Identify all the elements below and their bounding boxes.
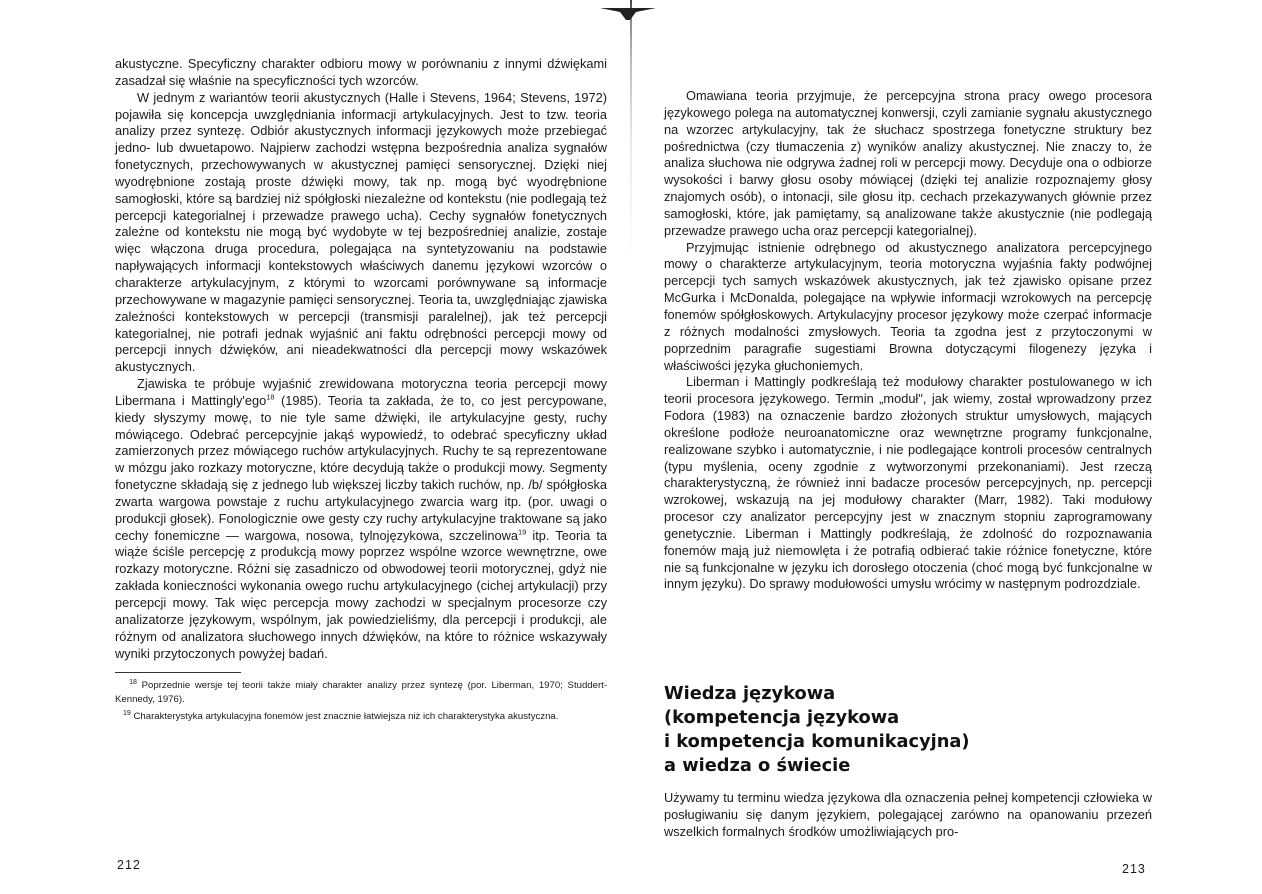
heading-line: Wiedza językowa <box>664 683 836 704</box>
heading-line: a wiedza o świecie <box>664 755 851 776</box>
footnote-ref: 18 <box>266 392 275 402</box>
paragraph: Liberman i Mattingly podkreślają też modułowy charakter postulowanego w ich teorii procesora językowego. Termin „moduł", jak wiemy, został wprowadzony przez Fodora (1983) na oznaczenie bardzo złożonych struktur umysłowych, mających określone podłoże neuroanatomiczne oraz wewnętrzne programy funkcjonalne, realizowane szybko i automatycznie, i nie podlegające kontroli procesów centralnych (typu myślenia, oceny zgodnie z wytworzonymi przekonaniami). Jest rzeczą charakterystyczną, że również inni badacze procesów percepcyjnych, np. percepcji wzrokowej, wskazują na jej modułowy charakter (Marr, 1982). Taki modułowy procesor czy analizator percepcyjny jest w znacznym stopniu zaprogramowany genetycznie. Liberman i Mattingly podkreślają, że zdolność do rozpoznawania fonemów mają już niemowlęta i że potrafią odbierać takie różnice fonetyczne, które nie są funkcjonalne w języku ich dorosłego otoczenia (choć mogą być funkcjonalne w innym języku). Do sprawy modułowości umysłu wrócimy w następnym podrozdziale. <box>664 374 1152 592</box>
heading-line: (kompetencja językowa <box>664 707 900 728</box>
paragraph: Omawiana teoria przyjmuje, że percepcyjna strona pracy owego procesora językowego polega na automatycznej konwersji, czyli zamianie sygnału akustycznego na wzorzec artykulacyjny, tak że słuchacz spostrzega fonetyczne struktury bez pośrednictwa (czy tłumaczenia z) wyników analizy akustycznej. Nie znaczy to, że analiza słuchowa nie odgrywa żadnej roli w percepcji mowy. Decyduje ona o odbiorze wysokości i barwy głosu osoby mówiącej (dzięki tej analizie rozpoznajemy głosy znajomych osób), o intonacji, sile głosu itp. cechach przekazywanych głównie przez samogłoski, które, jak pamiętamy, są analizowane także akustycznie (nie podlegają przewadze prawego ucha oraz percepcji kategorialnej). <box>664 88 1152 238</box>
paragraph: Używamy tu terminu wiedza językowa dla oznaczenia pełnej kompetencji człowieka w posługiwaniu się danym językiem, polegającej zarówno na opanowaniu przezeń wszelkich formalnych środków umożliwiających pro- <box>664 790 1152 839</box>
paragraph: W jednym z wariantów teorii akustycznych (Halle i Stevens, 1964; Stevens, 1972) pojawiła się koncepcja uwzględniania informacji artykulacyjnych. Jest to tzw. teoria analizy przez syntezę. Odbiór akustycznych informacji językowych może przebiegać jedno- lub dwuetapowo. Najpierw zachodzi wstępna bezpośrednia analiza sygnałów fonetycznych, przechowywanych w akustycznej pamięci sensorycznej. Dzięki niej wyodrębnione zostają proste dźwięki mowy, tak np. mogą być wyodrębnione samogłoski, które są bardziej niż spółgłoski niezależne od kontekstu (nie podlegają też percepcji kategorialnej i przewadze prawego ucha). Cechy sygnałów fonetycznych zależne od kontekstu nie mogą być wydobyte w tej bezpośredniej analizie, zostaje więc włączona druga procedura, polegająca na syntetyzowaniu na podstawie napływających informacji kontekstowych właściwych danemu językowi wzorców o charakterze artykulacyjnym, z którymi to wzorcami porównywane są informacje przechowywane w magazynie pamięci sensorycznej. Teoria ta, uwzględniając zjawiska zależności kontekstowych w percepcji (transmisji paralelnej), jak też percepcji kategorialnej, nie potrafi jednak wyjaśnić ani faktu odrębności percepcji mowy od percepcji innych dźwięków, ani nieadekwatności dla percepcji mowy wskazówek akustycznych. <box>115 89 607 375</box>
right-page-text <box>664 88 1152 593</box>
paragraph-text: (1985). Teoria ta zakłada, że to, co jest percypowane, kiedy słyszymy mowę, to nie tyle same dźwięki, ile artykulacyjne gesty, ruchy mówiącego. Odebrać percepcyjnie jakąś wypowiedź, to odebrać specyficzny układ zamierzonych przez mówiącego ruchów artykulacyjnych. Ruchy te są reprezentowane w mózgu jako rozkazy motoryczne, które decydują także o produkcji mowy. Segmenty fonetyczne składają się z jednego lub większej liczby takich ruchów, np. /b/ spółgłoska zwarta wargowa powstaje z ruchu artykulacyjnego zwarcia warg itp. (por. uwagi o produkcji głosek). Fonologicznie owe gesty czy ruchy artykulacyjne traktowane są jako cechy fonemiczne — wargowa, nosowa, tylnojęzykowa, szczelinowa <box>115 392 607 543</box>
footnote-number: 19 <box>123 710 131 718</box>
footnote-number: 18 <box>129 679 137 687</box>
section-body <box>664 790 1152 841</box>
paragraph: Przyjmując istnienie odrębnego od akustycznego analizatora percepcyjnego mowy o charakterze artykulacyjnym, teoria motoryczna wyjaśnia fakty podwójnej percepcji tych samych wskazówek akustycznych, jak też zjawisko opisane przez McGurka i McDonalda, polegające na wpływie informacji wzrokowych na percepcję fonemów spółgłoskowych. Artykulacyjny procesor językowy może czerpać informacje z różnych modalności zmysłowych. Teoria ta zgodna jest z przytoczonymi w poprzednim paragrafie sugestiami Browna dotyczącymi filogenezy języka i właściwości języka głuchoniemych. <box>664 239 1152 373</box>
heading-line: i kompetencja komunikacyjna) <box>664 731 970 752</box>
paragraph-text: itp. Teoria ta wiąże ściśle percepcję z produkcją mowy poprzez wspólne wzorce wewnętrzne, owe rozkazy motoryczne. Różni się zasadniczo od obwodowej teorii motorycznej, gdyż nie zakłada konieczności wykonania owego ruchu artykulacyjnego (cichej artykulacji) przy percepcji mowy. Tak więc percepcja mowy zachodzi w specjalnym procesorze czy analizatorze językowym, wspólnym, jak powiedzieliśmy, dla percepcji i produkcji, ale różnym od analizatora słuchowego innych dźwięków, na które to różnice wskazywały wyniki przytoczonych powyżej badań. <box>115 527 607 661</box>
paragraph-text: Zjawiska te próbuje wyjaśnić zrewidowana motoryczna teoria percepcji mowy Libermana i Mattingly'ego <box>115 376 607 408</box>
page-number: 212 <box>117 858 141 872</box>
page-number: 213 <box>1122 862 1146 876</box>
footnote-text: Poprzednie wersje tej teorii także miały charakter analizy przez syntezę (por. Liberman, 1970; Studdert-Kennedy, 1976). <box>115 680 608 705</box>
section-heading <box>664 682 1144 778</box>
footnote <box>115 679 607 706</box>
footnote <box>115 710 607 724</box>
footnote-text: Charakterystyka artykulacyjna fonemów jest znacznie łatwiejsza niż ich charakterystyka akustyczna. <box>133 711 559 723</box>
footnote-divider <box>115 672 241 673</box>
paragraph <box>115 376 607 662</box>
footnote-ref: 19 <box>517 527 527 537</box>
left-page-text <box>115 56 607 728</box>
paragraph: akustyczne. Specyficzny charakter odbioru mowy w porównaniu z innymi dźwiękami zasadzał się właśnie na specyficzności tych wzorców. <box>115 56 607 88</box>
